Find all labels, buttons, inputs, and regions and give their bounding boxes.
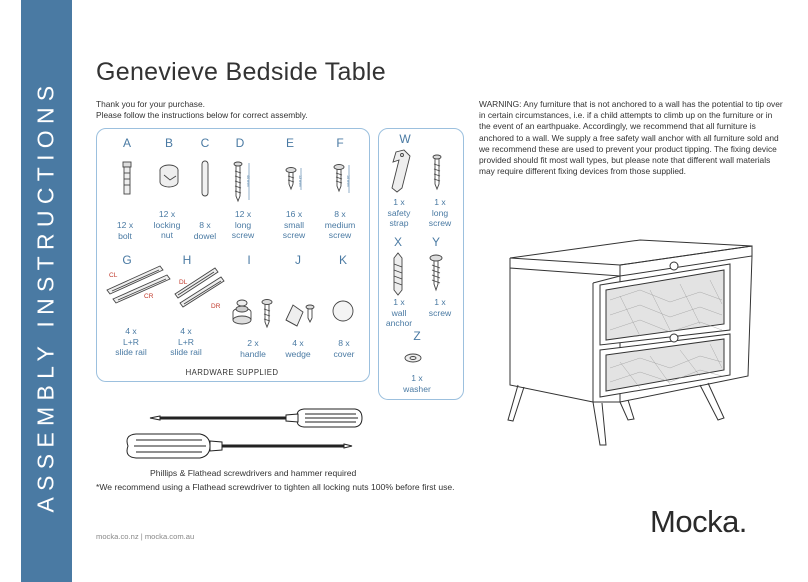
part-desc-a: 12 x bolt bbox=[116, 220, 134, 241]
part-letter-j: J bbox=[295, 253, 301, 267]
bedside-table-illustration bbox=[508, 240, 752, 445]
wedge-icon bbox=[286, 305, 314, 326]
part-desc-f: 8 x medium screw bbox=[324, 209, 356, 240]
part-letter-z: Z bbox=[413, 329, 421, 343]
slide-rail-g-icon bbox=[107, 266, 170, 303]
part-desc-c: 8 x dowel bbox=[193, 220, 217, 241]
part-desc-d: 12 x long screw bbox=[231, 209, 255, 240]
tools-note: Phillips & Flathead screwdrivers and hammer required bbox=[150, 468, 357, 478]
part-letter-k: K bbox=[338, 253, 347, 267]
part-desc-h: 4 x L+R slide rail bbox=[170, 326, 202, 357]
dim-label-d: 40 mm bbox=[246, 175, 250, 187]
brand-logo: Mocka. bbox=[650, 504, 747, 539]
small-screw-icon bbox=[286, 168, 296, 190]
warning-text: WARNING: Any furniture that is not anchored to a wall has the potential to tip over in certain circumstances, i.e. if a child attempts to climb up on the furniture or in the event of an earthpuake. Accordingly, we recommend that all furniture is anchored to a wall. We supply a free safety wall anchor with all furniture sold and we recommend these are used to prevent your product tipping. The fixing device provided should fit most wall types, but please note that different wall materials may require different fixing devices from those supplied. bbox=[479, 99, 783, 177]
sidebar-title: ASSEMBLY INSTRUCTIONS bbox=[32, 79, 59, 513]
bolt-icon bbox=[123, 162, 131, 194]
wall-anchor-icon bbox=[394, 253, 402, 295]
rail-label-cl: CL bbox=[109, 272, 118, 279]
part-letter-x: X bbox=[393, 235, 402, 249]
safety-strap-icon bbox=[392, 150, 410, 192]
part-desc-y: 1 x screw bbox=[428, 297, 452, 318]
rail-label-dl: DL bbox=[179, 279, 188, 286]
part-desc-w: 1 x safety strap bbox=[387, 197, 411, 228]
medium-screw-icon bbox=[334, 165, 344, 192]
hardware-caption: HARDWARE SUPPLIED bbox=[185, 368, 279, 377]
part-letter-a: A bbox=[122, 136, 131, 150]
recommendation-text: *We recommend using a Flathead screwdriver to tighten all locking nuts 100% before first use. bbox=[96, 482, 455, 492]
dowel-icon bbox=[202, 161, 208, 196]
intro-line-1: Thank you for your purchase. bbox=[96, 99, 205, 109]
website-links: mocka.co.nz | mocka.com.au bbox=[96, 532, 195, 541]
part-letter-g: G bbox=[122, 253, 132, 267]
part-desc-w-screw: 1 x long screw bbox=[428, 197, 452, 228]
slide-rail-h-icon bbox=[175, 268, 224, 307]
page-title: Genevieve Bedside Table bbox=[96, 58, 386, 86]
flathead-screwdriver-icon bbox=[150, 409, 362, 427]
part-letter-w: W bbox=[399, 132, 411, 146]
part-desc-i: 2 x handle bbox=[240, 338, 266, 359]
part-letter-f: F bbox=[336, 136, 344, 150]
phillips-screwdriver-icon bbox=[127, 434, 352, 458]
long-screw-icon bbox=[234, 162, 242, 201]
part-desc-e: 16 x small screw bbox=[282, 209, 306, 240]
part-letter-e: E bbox=[285, 136, 294, 150]
part-letter-b: B bbox=[164, 136, 173, 150]
intro-line-2: Please follow the instructions below for correct assembly. bbox=[96, 110, 308, 120]
part-letter-i: I bbox=[247, 253, 251, 267]
part-desc-k: 8 x cover bbox=[333, 338, 355, 359]
dim-label-e: 12 mm bbox=[298, 175, 302, 187]
part-desc-x: 1 x wall anchor bbox=[385, 297, 413, 328]
part-letter-h: H bbox=[182, 253, 192, 267]
anchor-screw-icon bbox=[430, 255, 442, 290]
strap-screw-icon bbox=[433, 155, 441, 189]
part-letter-y: Y bbox=[431, 235, 440, 249]
part-desc-b: 12 x locking nut bbox=[153, 209, 181, 240]
part-desc-z: 1 x washer bbox=[403, 373, 431, 394]
washer-icon bbox=[405, 354, 421, 362]
part-letter-d: D bbox=[235, 136, 245, 150]
part-desc-g: 4 x L+R slide rail bbox=[115, 326, 147, 357]
rail-label-dr: DR bbox=[211, 303, 221, 310]
cover-icon bbox=[333, 301, 353, 321]
part-desc-j: 4 x wedge bbox=[285, 338, 311, 359]
handle-icon bbox=[233, 300, 272, 328]
rail-label-cr: CR bbox=[144, 293, 154, 300]
dim-label-f: 16 mm bbox=[346, 175, 350, 187]
locking-nut-icon bbox=[160, 165, 178, 187]
part-letter-c: C bbox=[200, 136, 210, 150]
